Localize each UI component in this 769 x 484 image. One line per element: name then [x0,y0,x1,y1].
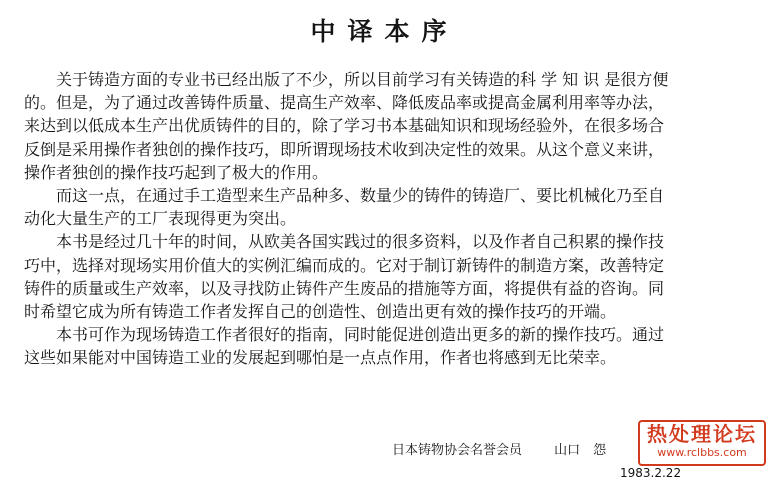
body-line: 本书可作为现场铸造工作者很好的指南，同时能促进创造出更多的新的操作技巧。通过 [56,325,665,345]
signature-date: 1983.2.22 [620,466,682,480]
signature-organization: 日本铸物协会名誉会员 [392,443,523,458]
signature-line [392,443,606,459]
body-line: 来达到以低成本生产出优质铸件的目的，除了学习书本基础知识和现场经验外，在很多场合 [24,116,665,136]
document-title: 中译本序 [310,17,459,46]
body-line: 巧中，选择对现场实用价值大的实例汇编而成的。它对于制订新铸件的制造方案，改善特定 [24,255,665,275]
document-body [24,68,744,369]
body-line: 关于铸造方面的专业书已经出版了不少，所以目前学习有关铸造的科 学 知 识 是很方便 [56,70,669,89]
body-line: 本书是经过几十年的时间，从欧美各国实践过的很多资料，以及作者自己积累的操作技 [56,232,665,252]
body-line: 时希望它成为所有铸造工作者发挥自己的创造性、创造出更有效的操作技巧的开端。 [24,301,617,321]
body-line: 动化大量生产的工厂表现得更为突出。 [24,209,297,229]
watermark-url: www.rclbbs.com [657,446,747,459]
signature-name: 山口 怨 [554,443,607,458]
watermark-stamp [638,420,766,466]
body-line: 的。但是，为了通过改善铸件质量、提高生产效率、降低废品率或提高金属利用率等办法， [24,93,665,113]
body-line: 操作者独创的操作技巧起到了极大的作用。 [24,162,329,182]
watermark-title: 热处理论坛 [647,422,757,446]
body-line: 铸件的质量或生产效率，以及寻找防止铸件产生废品的措施等方面，将提供有益的咨询。同 [24,278,665,298]
body-line: 这些如果能对中国铸造工业的发展起到哪怕是一点点作用，作者也将感到无比荣幸。 [24,348,617,368]
body-line: 反倒是采用操作者独创的操作技巧，即所谓现场技术收到决定性的效果。从这个意义来讲， [24,139,665,159]
body-line: 而这一点，在通过手工造型来生产品种多、数量少的铸件的铸造厂、要比机械化乃至自 [56,185,665,205]
